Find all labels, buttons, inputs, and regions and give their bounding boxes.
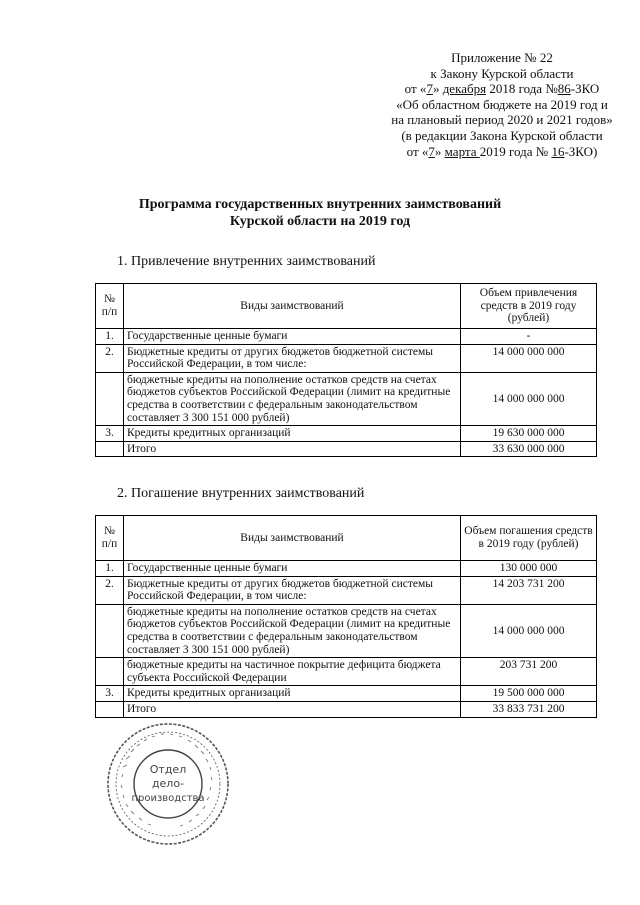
row-number: 1. <box>96 561 124 577</box>
stamp-text-line2: дело- <box>151 777 185 790</box>
row-number <box>96 658 124 686</box>
law-suffix: -ЗКО <box>570 81 600 97</box>
table-total-row <box>96 441 597 457</box>
row-type: Бюджетные кредиты от других бюджетов бюджетной системы Российской Федерации, в том числе: <box>124 344 461 372</box>
row-number: 3. <box>96 686 124 702</box>
edition-line: (в редакции Закона Курской области <box>401 127 603 143</box>
title-line1: Программа государственных внутренних заимствований <box>138 197 502 212</box>
page-title <box>0 196 640 230</box>
row-number <box>96 701 124 717</box>
table-row <box>96 686 597 702</box>
edition-date-line <box>372 144 632 160</box>
law-title-line2: на плановый период 2020 и 2021 годов» <box>391 112 613 128</box>
table-row <box>96 372 597 425</box>
stamp-text-line1: Отдел <box>149 763 187 776</box>
table-row <box>96 344 597 372</box>
table-total-row <box>96 701 597 717</box>
row-value: 14 000 000 000 <box>461 344 597 372</box>
row-value: 130 000 000 <box>461 561 597 577</box>
repayment-table <box>95 515 597 718</box>
table-header-row <box>96 516 597 561</box>
row-value: 33 833 731 200 <box>461 701 597 717</box>
office-stamp <box>103 719 233 849</box>
table-header-row <box>96 284 597 329</box>
row-number: 1. <box>96 329 124 345</box>
col-type-header: Виды заимствований <box>124 284 461 329</box>
col-value-header: Объем погашения средств в 2019 году (рублей) <box>461 516 597 561</box>
date-day: 7 <box>426 81 433 97</box>
law-number: 16 <box>551 143 565 159</box>
date-prefix: от « <box>404 81 427 97</box>
law-title-line1: «Об областном бюджете на 2019 год и <box>396 96 608 112</box>
row-value: 203 731 200 <box>461 658 597 686</box>
col-number-header: № п/п <box>96 284 124 329</box>
row-type: Итого <box>124 441 461 457</box>
col-number-header: № п/п <box>96 516 124 561</box>
row-value: 19 500 000 000 <box>461 686 597 702</box>
row-number: 2. <box>96 576 124 604</box>
row-number <box>96 441 124 457</box>
law-reference: к Закону Курской области <box>430 65 574 81</box>
appendix-number: Приложение № 22 <box>451 50 553 65</box>
date-year: 2018 года № <box>486 81 558 97</box>
date-month: марта <box>444 143 480 159</box>
date-prefix: от « <box>406 143 429 159</box>
document-header <box>372 50 632 159</box>
row-type: Государственные ценные бумаги <box>124 561 461 577</box>
table-row <box>96 658 597 686</box>
col-value-header: Объем привлечения средств в 2019 году (рублей) <box>461 284 597 329</box>
row-type: Кредиты кредитных организаций <box>124 426 461 442</box>
row-value: 14 000 000 000 <box>461 372 597 425</box>
law-suffix: -ЗКО) <box>564 143 598 159</box>
date-mid: » <box>432 81 443 97</box>
row-type: бюджетные кредиты на пополнение остатков средств на счетах бюджетов субъектов Российской Федерации (лимит на кредитные средства в соответствии с федеральным законодательством составляет 3 300 151 000 рублей) <box>124 372 461 425</box>
law-date-line <box>372 81 632 97</box>
stamp-text-line3: производства <box>131 793 205 804</box>
section2-heading: 2. Погашение внутренних заимствований <box>117 486 365 501</box>
row-number: 2. <box>96 344 124 372</box>
date-year: 2019 года № <box>479 143 552 159</box>
row-type: бюджетные кредиты на частичное покрытие дефицита бюджета субъекта Российской Федерации <box>124 658 461 686</box>
row-value: 19 630 000 000 <box>461 426 597 442</box>
row-type: Итого <box>124 701 461 717</box>
date-day: 7 <box>428 143 435 159</box>
row-number <box>96 372 124 425</box>
row-value: 14 000 000 000 <box>461 604 597 657</box>
table-row <box>96 561 597 577</box>
col-type-header: Виды заимствований <box>124 516 461 561</box>
row-value: 14 203 731 200 <box>461 576 597 604</box>
row-number <box>96 604 124 657</box>
law-number: 86 <box>557 81 571 97</box>
table-row <box>96 329 597 345</box>
section1-heading: 1. Привлечение внутренних заимствований <box>117 254 376 269</box>
table-row <box>96 426 597 442</box>
row-type: Бюджетные кредиты от других бюджетов бюджетной системы Российской Федерации, в том числе: <box>124 576 461 604</box>
date-mid: » <box>434 143 445 159</box>
row-type: Кредиты кредитных организаций <box>124 686 461 702</box>
title-line2: Курской области на 2019 год <box>229 214 411 229</box>
row-value: - <box>461 329 597 345</box>
date-month: декабря <box>442 81 487 97</box>
borrowing-table <box>95 283 597 457</box>
table-row <box>96 576 597 604</box>
table-row <box>96 604 597 657</box>
row-type: бюджетные кредиты на пополнение остатков средств на счетах бюджетов субъектов Российской Федерации (лимит на кредитные средства в соответствии с федеральным законодательством составляет 3 300 151 000 рублей) <box>124 604 461 657</box>
row-type: Государственные ценные бумаги <box>124 329 461 345</box>
row-value: 33 630 000 000 <box>461 441 597 457</box>
row-number: 3. <box>96 426 124 442</box>
